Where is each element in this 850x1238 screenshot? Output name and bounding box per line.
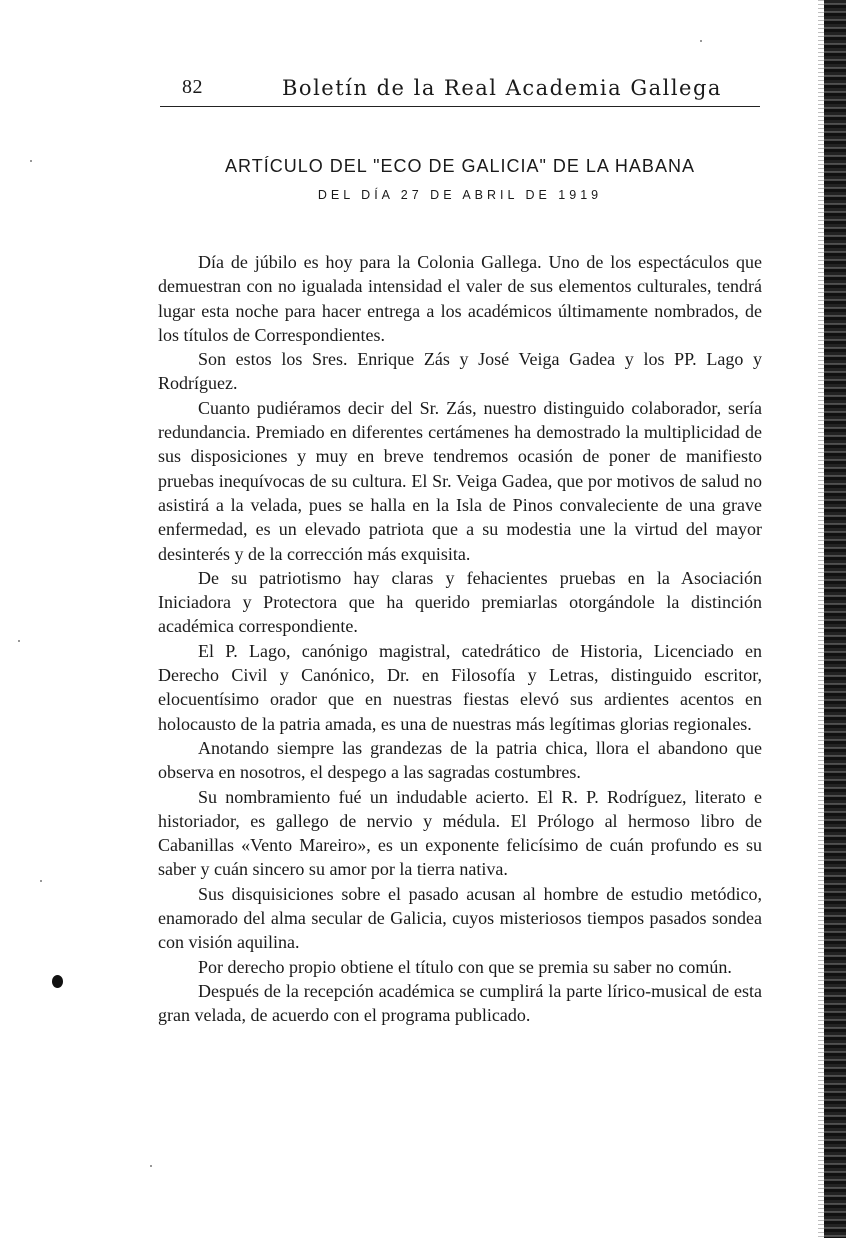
paragraph: Cuanto pudiéramos decir del Sr. Zás, nuestro distinguido colaborador, sería redundancia. Premiado en diferentes certámenes ha demostrado la multiplicidad de sus disposiciones y muy en breve tendremos ocasión de poner de manifiesto pruebas inequívocas de su cultura. El Sr. Veiga Gadea, que por motivos de salud no asistirá a la velada, pues se halla en la Isla de Pinos convaleciente de una grave enfermedad, es un elevado patriota que a su modestia une la virtud del mayor desinterés y de la corrección más exquisita.	[158, 397, 762, 564]
paragraph: Su nombramiento fué un indudable acierto. El R. P. Rodríguez, literato e historiador, es gallego de nervio y médula. El Prólogo al hermoso libro de Cabanillas «Vento Mareiro», es un exponente felicísimo de cuán profundo es su saber y cuán sincero su amor por la tierra nativa.	[158, 786, 762, 880]
article-body	[158, 250, 762, 1028]
journal-title: Boletín de la Real Academia Gallega	[282, 76, 722, 100]
scan-speck	[700, 40, 702, 42]
paragraph: Por derecho propio obtiene el título con que se premia su saber no común.	[198, 956, 732, 977]
scan-speck	[18, 640, 20, 642]
article-title: ARTÍCULO DEL "ECO DE GALICIA" DE LA HABANA	[225, 156, 695, 176]
scan-speck	[30, 160, 32, 162]
paragraph: Día de júbilo es hoy para la Colonia Gallega. Uno de los espectáculos que demuestran con no igualada intensidad el valer de sus elementos culturales, tendrá lugar esta noche para hacer entrega a los académicos últimamente nombrados, de los títulos de Correspondientes.	[158, 252, 762, 345]
paragraph: El P. Lago, canónigo magistral, catedrático de Historia, Licenciado en Derecho Civil y Canónico, Dr. en Filosofía y Letras, distinguido escritor, elocuentísimo orador que en nuestras fiestas elevó sus ardientes acentos en holocausto de la patria amada, es una de nuestras más legítimas glorias regionales.	[158, 640, 762, 734]
header-rule	[160, 106, 760, 107]
book-spine-shadow	[824, 0, 846, 1238]
scan-speck	[150, 1165, 152, 1167]
paragraph: Sus disquisiciones sobre el pasado acusan al hombre de estudio metódico, enamorado del alma secular de Galicia, cuyos misteriosos tiempos pasados sondea con visión aquilina.	[158, 883, 762, 953]
running-head	[160, 74, 760, 104]
paragraph: Son estos los Sres. Enrique Zás y José Veiga Gadea y los PP. Lago y Rodríguez.	[158, 349, 762, 394]
page-number: 82	[182, 76, 203, 98]
ink-blot	[52, 975, 63, 988]
article-date: DEL DÍA 27 DE ABRIL DE 1919	[317, 188, 603, 202]
paragraph: Después de la recepción académica se cumplirá la parte lírico-musical de esta gran velada, de acuerdo con el programa publicado.	[158, 980, 762, 1026]
paragraph: De su patriotismo hay claras y fehacientes pruebas en la Asociación Iniciadora y Protectora que ha querido premiarlas otorgándole la distinción académica correspondiente.	[158, 567, 762, 637]
scan-speck	[40, 880, 42, 882]
paragraph: Anotando siempre las grandezas de la patria chica, llora el abandono que observa en nosotros, el despego a las sagradas costumbres.	[158, 737, 762, 783]
